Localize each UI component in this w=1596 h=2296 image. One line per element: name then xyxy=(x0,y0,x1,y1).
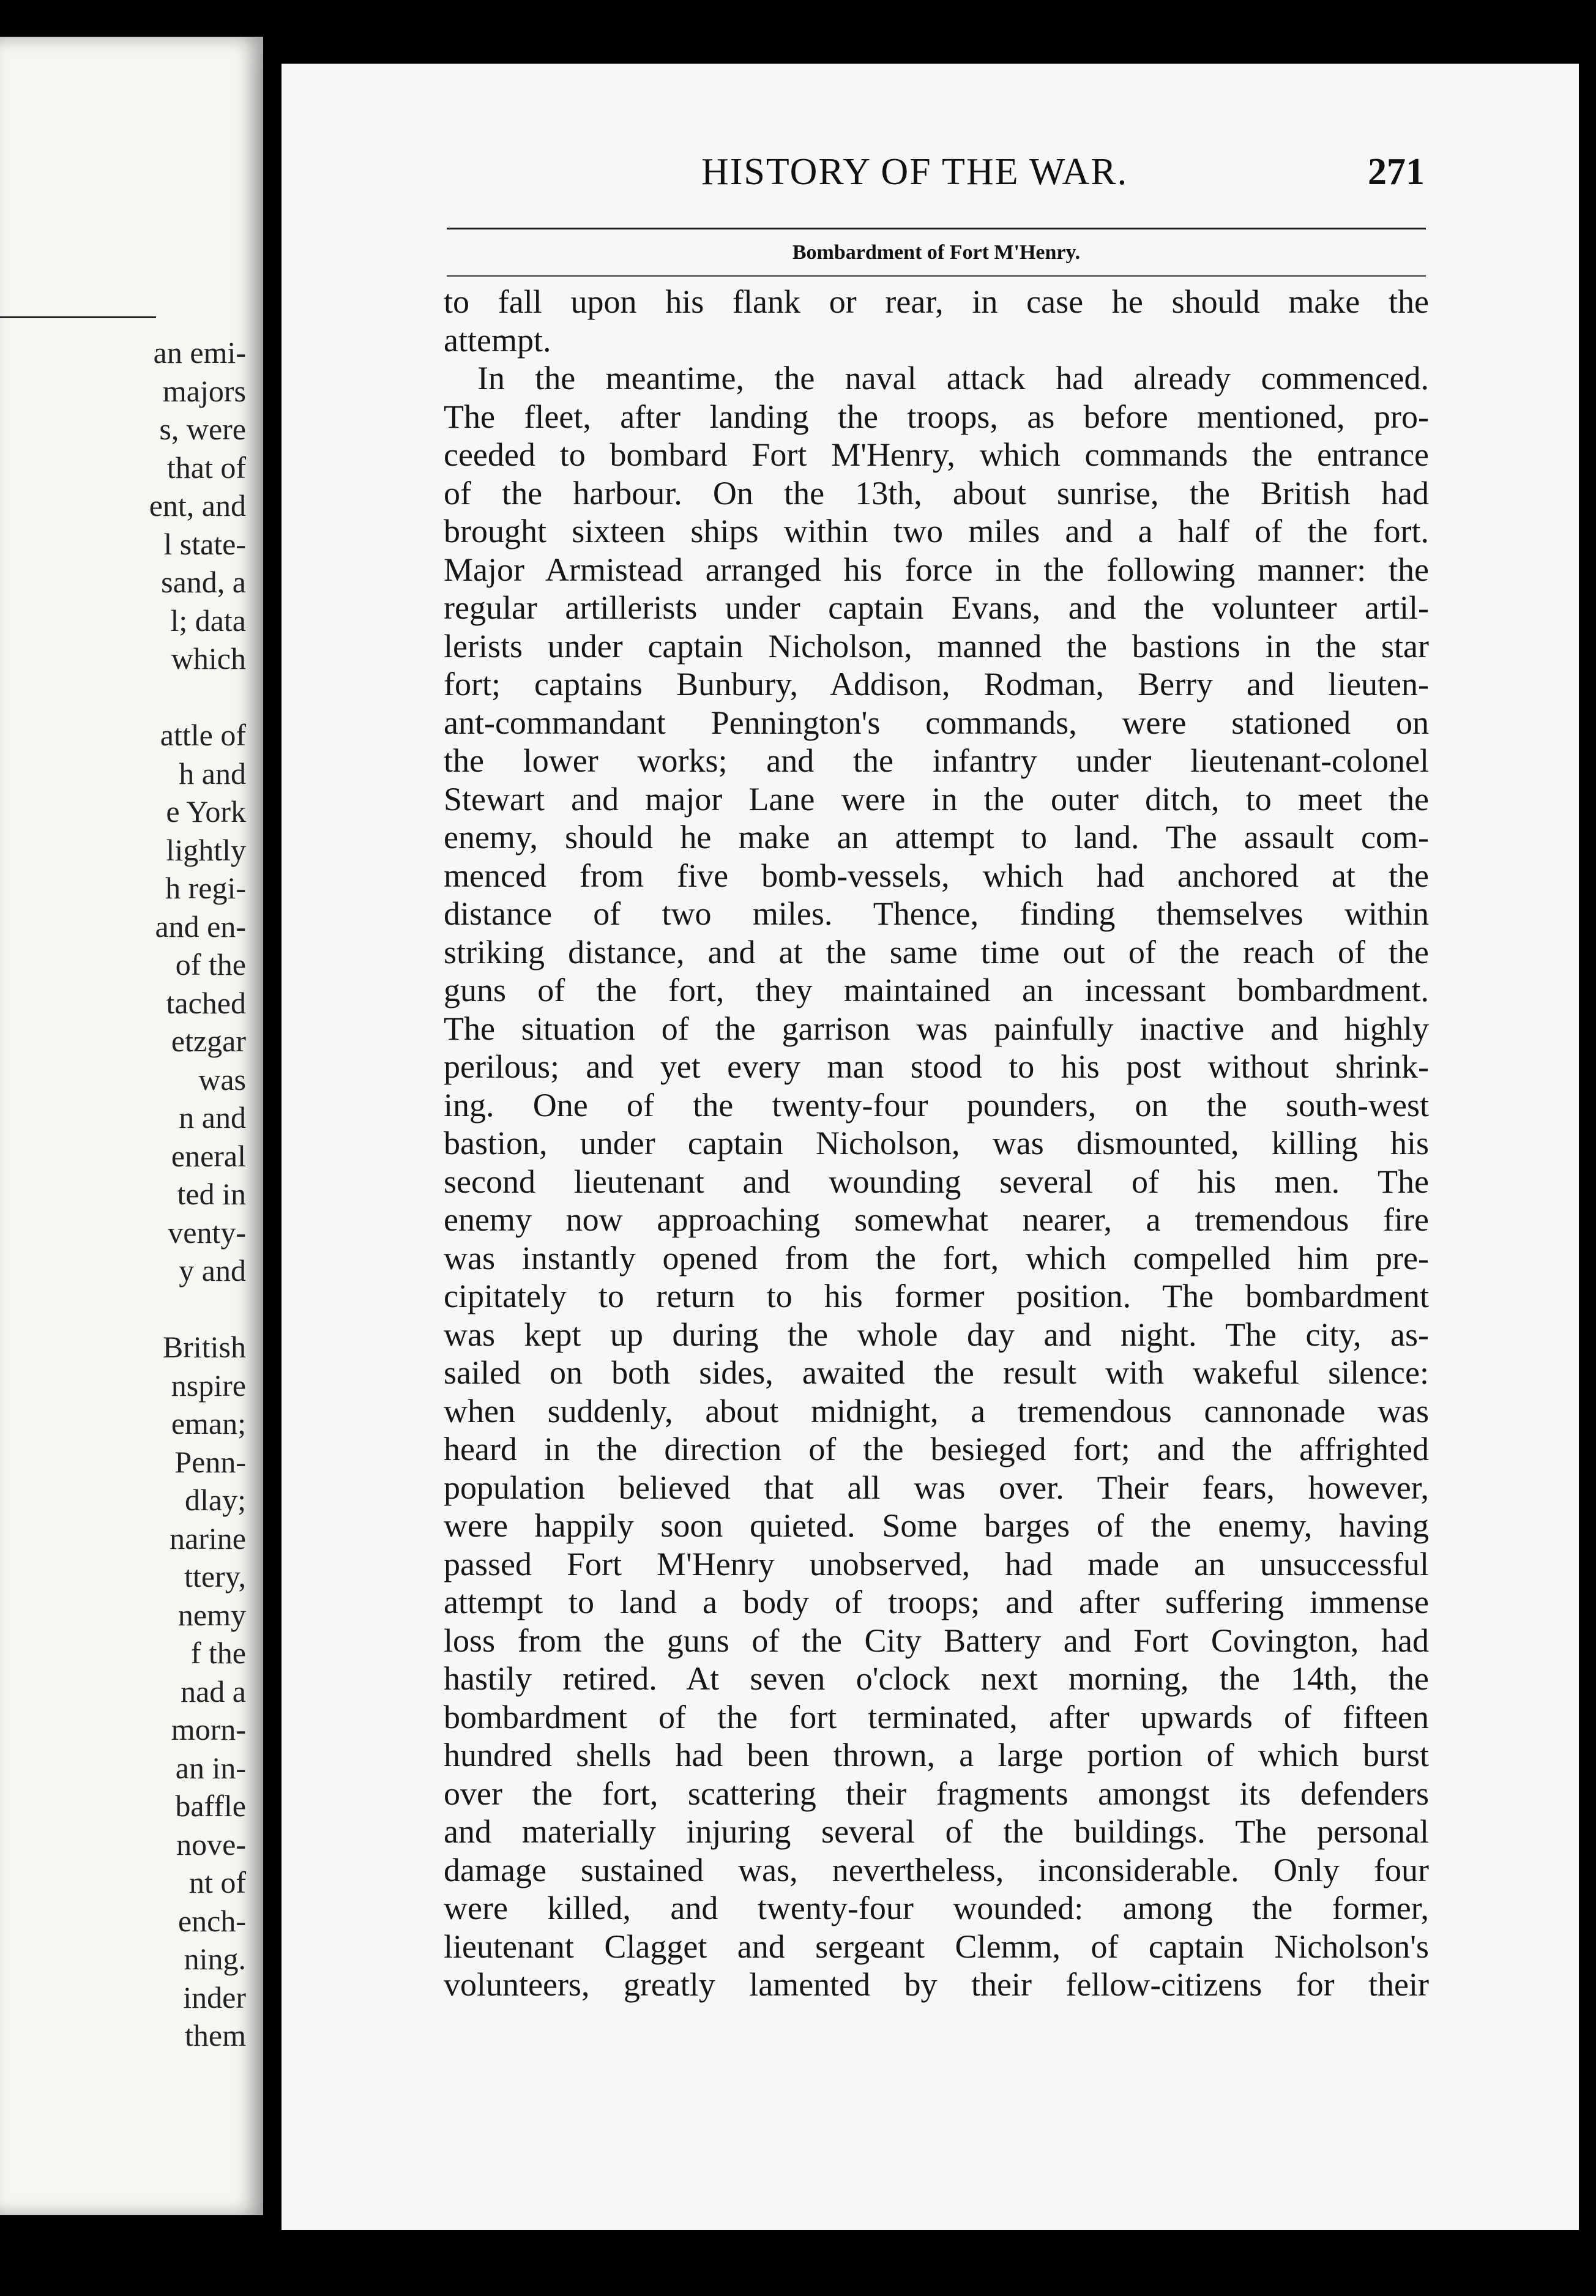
facing-page-line: eman; xyxy=(171,1406,246,1441)
facing-page-line: of the xyxy=(175,947,246,982)
facing-page-line: nove- xyxy=(176,1827,246,1862)
text-line: volunteers, greatly lamented by their fellow-citizens for their xyxy=(444,1966,1429,2003)
text-line: fort; captains Bunbury, Addison, Rodman, Berry and lieuten- xyxy=(444,666,1429,703)
text-line: The situation of the garrison was painfully inactive and highly xyxy=(444,1010,1429,1047)
text-line: of the harbour. On the 13th, about sunrise, the British had xyxy=(444,474,1429,512)
facing-page-line: ttery, xyxy=(184,1559,246,1593)
book-page xyxy=(282,64,1579,2230)
facing-page-line: h regi- xyxy=(165,871,246,905)
text-line: enemy now approaching somewhat nearer, a tremendous fire xyxy=(444,1201,1429,1238)
facing-page-line: ted in xyxy=(177,1177,246,1211)
facing-page-line: h and xyxy=(179,756,246,791)
facing-page-line: nspire xyxy=(171,1368,246,1403)
facing-page-line: majors xyxy=(162,373,246,408)
text-line: lieutenant Clagget and sergeant Clemm, of captain Nicholson's xyxy=(444,1928,1429,1965)
facing-page-line: nemy xyxy=(177,1597,246,1632)
text-line: Stewart and major Lane were in the outer ditch, to meet the xyxy=(444,780,1429,818)
text-line: was kept up during the whole day and night. The city, as- xyxy=(444,1316,1429,1353)
text-line: attempt to land a body of troops; and after suffering immense xyxy=(444,1584,1429,1620)
text-line: damage sustained was, nevertheless, inconsiderable. Only four xyxy=(444,1851,1429,1888)
scan-border xyxy=(282,2230,1596,2296)
text-line: population believed that all was over. Their fears, however, xyxy=(444,1469,1429,1506)
facing-page-line: l; data xyxy=(170,603,246,638)
facing-page-line: was xyxy=(198,1062,246,1097)
text-line: perilous; and yet every man stood to his post without shrink- xyxy=(444,1048,1429,1085)
text-line: heard in the direction of the besieged fort; and the affrighted xyxy=(444,1431,1429,1467)
text-line: attempt. xyxy=(444,321,551,359)
text-line: hundred shells had been thrown, a large portion of which burst xyxy=(444,1737,1429,1773)
facing-page-line: s, were xyxy=(159,412,246,446)
facing-page-line: venty- xyxy=(168,1215,246,1250)
text-line: loss from the guns of the City Battery and Fort Covington, had xyxy=(444,1622,1429,1659)
section-rule xyxy=(447,275,1426,277)
facing-page-line: n and xyxy=(179,1100,246,1135)
text-line: hastily retired. At seven o'clock next morning, the 14th, the xyxy=(444,1660,1429,1697)
text-line: enemy, should he make an attempt to land. The assault com- xyxy=(444,819,1429,855)
text-line: was instantly opened from the fort, which compelled him pre- xyxy=(444,1239,1429,1277)
text-line: ing. One of the twenty-four pounders, on the south-west xyxy=(444,1086,1429,1124)
facing-page-line: nt of xyxy=(188,1865,246,1899)
facing-page-line xyxy=(87,1290,246,1329)
facing-page-line: tached xyxy=(166,985,246,1020)
text-line: guns of the fort, they maintained an incessant bombardment. xyxy=(444,972,1429,1008)
page-number: 271 xyxy=(1368,151,1425,193)
facing-page-line: y and xyxy=(179,1253,246,1288)
facing-page-text xyxy=(87,334,246,2055)
text-line: when suddenly, about midnight, a tremendous cannonade was xyxy=(444,1392,1429,1429)
facing-page-line: them xyxy=(185,2018,246,2052)
facing-page-line: nad a xyxy=(181,1674,246,1709)
text-line: cipitately to return to his former position. The bombardment xyxy=(444,1278,1429,1314)
facing-page-line: an emi- xyxy=(153,335,246,370)
facing-page-line: e York xyxy=(166,794,246,829)
facing-page-line: narine xyxy=(170,1521,246,1556)
text-line: and materially injuring several of the buildings. The personal xyxy=(444,1813,1429,1850)
text-line: sailed on both sides, awaited the result with wakeful silence: xyxy=(444,1354,1429,1391)
text-line: distance of two miles. Thence, finding themselves within xyxy=(444,895,1429,932)
facing-page-line: inder xyxy=(183,1980,246,2015)
facing-page-rule xyxy=(0,316,156,318)
text-line: bastion, under captain Nicholson, was dismounted, killing his xyxy=(444,1125,1429,1161)
text-line: lerists under captain Nicholson, manned the bastions in the star xyxy=(444,627,1429,665)
running-title: HISTORY OF THE WAR. xyxy=(701,151,1128,193)
text-line: ant-commandant Pennington's commands, were stationed on xyxy=(444,704,1429,741)
text-line: passed Fort M'Henry unobserved, had made an unsuccessful xyxy=(444,1545,1429,1582)
facing-page-line: ent, and xyxy=(149,488,246,523)
text-line: were killed, and twenty-four wounded: among the former, xyxy=(444,1890,1429,1926)
facing-page-line: ning. xyxy=(184,1942,246,1976)
facing-page-line: l state- xyxy=(163,526,246,561)
text-line: second lieutenant and wounding several of his men. The xyxy=(444,1163,1429,1200)
facing-page-edge xyxy=(0,37,263,2215)
facing-page-line: morn- xyxy=(171,1712,246,1746)
facing-page-line: and en- xyxy=(155,909,246,944)
text-line: striking distance, and at the same time out of the reach of the xyxy=(444,933,1429,971)
header-rule xyxy=(447,228,1426,229)
facing-page-line xyxy=(87,678,246,717)
running-head xyxy=(282,151,1579,199)
facing-page-line: attle of xyxy=(160,718,246,752)
text-line: In the meantime, the naval attack had already commenced. xyxy=(477,360,1429,397)
text-line: The fleet, after landing the troops, as before mentioned, pro- xyxy=(444,398,1429,435)
facing-page-line: which xyxy=(171,641,246,676)
facing-page-line: sand, a xyxy=(161,565,246,599)
text-line: were happily soon quieted. Some barges of the enemy, having xyxy=(444,1507,1429,1544)
facing-page-line: ench- xyxy=(177,1903,246,1938)
text-line: the lower works; and the infantry under lieutenant-colonel xyxy=(444,742,1429,779)
facing-page-line: etzgar xyxy=(171,1024,246,1058)
section-header: Bombardment of Fort M'Henry. xyxy=(792,241,1081,264)
text-line: bombardment of the fort terminated, after upwards of fifteen xyxy=(444,1698,1429,1735)
facing-page-line: lightly xyxy=(166,832,246,867)
facing-page-line: an in- xyxy=(175,1750,246,1785)
text-line: menced from five bomb-vessels, which had anchored at the xyxy=(444,857,1429,894)
text-line: brought sixteen ships within two miles and a half of the fort. xyxy=(444,513,1429,550)
facing-page-line: British xyxy=(162,1330,246,1364)
facing-page-line: Penn- xyxy=(174,1444,246,1479)
text-line: Major Armistead arranged his force in the following manner: the xyxy=(444,551,1429,588)
facing-page-line: dlay; xyxy=(185,1483,246,1517)
text-line: over the fort, scattering their fragments amongst its defenders xyxy=(444,1775,1429,1812)
facing-page-line: baffle xyxy=(175,1789,246,1823)
facing-page-line: f the xyxy=(190,1636,246,1670)
facing-page-line: that of xyxy=(166,450,246,485)
text-line: to fall upon his flank or rear, in case he should make the xyxy=(444,283,1429,320)
facing-page-line: eneral xyxy=(171,1138,246,1173)
text-line: ceeded to bombard Fort M'Henry, which commands the entrance xyxy=(444,436,1429,473)
body-text xyxy=(444,283,1429,2004)
text-line: regular artillerists under captain Evans, and the volunteer artil- xyxy=(444,589,1429,626)
